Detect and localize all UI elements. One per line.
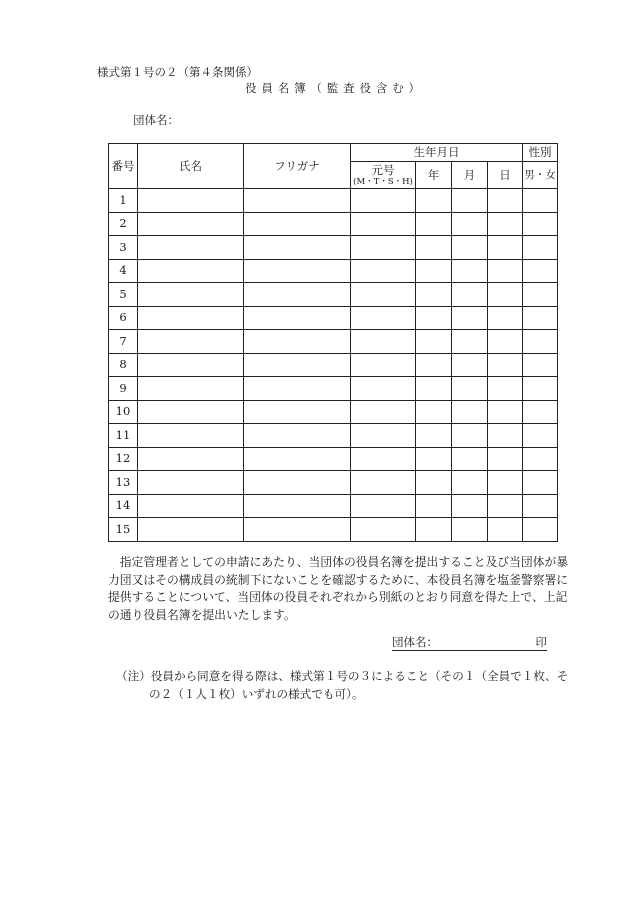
cell-number: 11 — [109, 424, 138, 448]
cell-furigana — [244, 330, 351, 354]
cell-name — [138, 400, 244, 424]
cell-name — [138, 259, 244, 283]
cell-name — [138, 424, 244, 448]
cell-day — [488, 283, 523, 307]
table-row — [109, 189, 558, 213]
cell-furigana — [244, 518, 351, 542]
header-era-options: (M・T・S・H) — [353, 176, 413, 187]
header-era-label: 元号 — [371, 162, 395, 177]
cell-name — [138, 212, 244, 236]
cell-era — [351, 377, 416, 401]
form-code: 様式第１号の２（第４条関係） — [97, 65, 258, 79]
cell-day — [488, 259, 523, 283]
cell-day — [488, 306, 523, 330]
cell-sex — [523, 306, 558, 330]
cell-number: 6 — [109, 306, 138, 330]
cell-era — [351, 189, 416, 213]
cell-month — [452, 259, 488, 283]
table-row — [109, 353, 558, 377]
cell-year — [416, 518, 452, 542]
table-row — [109, 236, 558, 260]
cell-month — [452, 283, 488, 307]
table-row — [109, 447, 558, 471]
cell-month — [452, 353, 488, 377]
cell-furigana — [244, 236, 351, 260]
table-row — [109, 424, 558, 448]
cell-furigana — [244, 377, 351, 401]
cell-month — [452, 330, 488, 354]
cell-era — [351, 518, 416, 542]
cell-sex — [523, 259, 558, 283]
cell-number: 4 — [109, 259, 138, 283]
officer-roster-table — [108, 143, 558, 542]
cell-year — [416, 447, 452, 471]
header-name: 氏名 — [138, 144, 244, 189]
header-year: 年 — [416, 162, 452, 189]
cell-furigana — [244, 306, 351, 330]
cell-month — [452, 189, 488, 213]
cell-furigana — [244, 494, 351, 518]
cell-sex — [523, 471, 558, 495]
cell-era — [351, 400, 416, 424]
cell-sex — [523, 424, 558, 448]
table-row — [109, 259, 558, 283]
organization-label: 団体名： — [133, 113, 179, 127]
cell-number: 7 — [109, 330, 138, 354]
cell-number: 8 — [109, 353, 138, 377]
cell-month — [452, 494, 488, 518]
cell-era — [351, 494, 416, 518]
table-row — [109, 283, 558, 307]
signature-organization-label: 団体名： — [392, 635, 438, 649]
cell-era — [351, 353, 416, 377]
cell-number: 15 — [109, 518, 138, 542]
header-number: 番号 — [109, 144, 138, 189]
header-era — [351, 162, 416, 189]
cell-name — [138, 236, 244, 260]
cell-name — [138, 494, 244, 518]
cell-name — [138, 377, 244, 401]
document-title: 役 員 名 簿 （ 監 査 役 含 む ） — [245, 81, 421, 95]
cell-era — [351, 306, 416, 330]
cell-number: 2 — [109, 212, 138, 236]
cell-day — [488, 494, 523, 518]
cell-era — [351, 447, 416, 471]
table-header — [109, 144, 558, 189]
cell-year — [416, 424, 452, 448]
cell-number: 13 — [109, 471, 138, 495]
statement-line: の通り役員名簿を提出いたします。 — [108, 607, 296, 622]
cell-sex — [523, 236, 558, 260]
cell-furigana — [244, 212, 351, 236]
cell-year — [416, 212, 452, 236]
cell-sex — [523, 400, 558, 424]
signature-line — [392, 635, 547, 651]
cell-era — [351, 212, 416, 236]
table-row — [109, 518, 558, 542]
header-birth-date: 生年月日 — [351, 144, 523, 162]
cell-number: 1 — [109, 189, 138, 213]
statement-line: 指定管理者としての申請にあたり、当団体の役員名簿を提出すること及び当団体が暴 — [108, 555, 569, 569]
table-row — [109, 494, 558, 518]
cell-name — [138, 189, 244, 213]
table-row — [109, 212, 558, 236]
header-sex-options: 男・女 — [523, 162, 558, 189]
cell-month — [452, 400, 488, 424]
cell-era — [351, 424, 416, 448]
cell-name — [138, 471, 244, 495]
header-furigana: フリガナ — [244, 144, 351, 189]
cell-day — [488, 353, 523, 377]
cell-day — [488, 447, 523, 471]
header-row-1 — [109, 144, 558, 162]
note-line: の２（１人１枚）いずれの様式でも可）。 — [149, 687, 364, 701]
cell-month — [452, 377, 488, 401]
cell-year — [416, 353, 452, 377]
cell-day — [488, 236, 523, 260]
cell-year — [416, 283, 452, 307]
cell-furigana — [244, 189, 351, 213]
cell-number: 9 — [109, 377, 138, 401]
cell-furigana — [244, 400, 351, 424]
cell-day — [488, 212, 523, 236]
cell-year — [416, 259, 452, 283]
cell-number: 12 — [109, 447, 138, 471]
cell-year — [416, 236, 452, 260]
cell-number: 5 — [109, 283, 138, 307]
cell-day — [488, 400, 523, 424]
cell-furigana — [244, 447, 351, 471]
cell-day — [488, 518, 523, 542]
cell-day — [488, 424, 523, 448]
cell-month — [452, 424, 488, 448]
cell-year — [416, 400, 452, 424]
cell-sex — [523, 330, 558, 354]
cell-sex — [523, 283, 558, 307]
cell-sex — [523, 189, 558, 213]
cell-month — [452, 306, 488, 330]
cell-sex — [523, 353, 558, 377]
cell-sex — [523, 447, 558, 471]
cell-name — [138, 353, 244, 377]
note-line: （注）役員から同意を得る際は、様式第１号の３によること（その１（全員で１枚、そ — [116, 669, 569, 683]
cell-name — [138, 306, 244, 330]
cell-year — [416, 306, 452, 330]
cell-day — [488, 471, 523, 495]
cell-sex — [523, 494, 558, 518]
cell-sex — [523, 377, 558, 401]
statement-line: 力団又はその構成員の統制下にないことを確認するために、本役員名簿を塩釜警察署に — [108, 572, 569, 587]
seal-mark: 印 — [535, 635, 547, 649]
cell-name — [138, 330, 244, 354]
header-month: 月 — [452, 162, 488, 189]
cell-era — [351, 236, 416, 260]
consent-statement — [108, 554, 568, 624]
cell-name — [138, 283, 244, 307]
cell-furigana — [244, 424, 351, 448]
cell-name — [138, 518, 244, 542]
cell-furigana — [244, 283, 351, 307]
cell-number: 10 — [109, 400, 138, 424]
cell-era — [351, 471, 416, 495]
cell-era — [351, 283, 416, 307]
cell-year — [416, 330, 452, 354]
header-sex: 性別 — [523, 144, 558, 162]
cell-furigana — [244, 471, 351, 495]
table-row — [109, 400, 558, 424]
cell-year — [416, 494, 452, 518]
cell-furigana — [244, 353, 351, 377]
cell-year — [416, 189, 452, 213]
cell-sex — [523, 518, 558, 542]
cell-era — [351, 259, 416, 283]
cell-number: 14 — [109, 494, 138, 518]
cell-month — [452, 447, 488, 471]
header-day: 日 — [488, 162, 523, 189]
cell-month — [452, 236, 488, 260]
statement-line: 提供することについて、当団体の役員それぞれから別紙のとおり同意を得た上で、上記 — [108, 590, 568, 605]
cell-sex — [523, 212, 558, 236]
cell-year — [416, 471, 452, 495]
cell-month — [452, 471, 488, 495]
cell-furigana — [244, 259, 351, 283]
cell-day — [488, 377, 523, 401]
cell-day — [488, 330, 523, 354]
cell-era — [351, 330, 416, 354]
cell-month — [452, 212, 488, 236]
cell-day — [488, 189, 523, 213]
cell-year — [416, 377, 452, 401]
table-row — [109, 471, 558, 495]
table-row — [109, 306, 558, 330]
cell-number: 3 — [109, 236, 138, 260]
table-row — [109, 377, 558, 401]
footnote — [116, 667, 568, 703]
table-row — [109, 330, 558, 354]
cell-name — [138, 447, 244, 471]
cell-month — [452, 518, 488, 542]
table-body — [109, 189, 558, 542]
